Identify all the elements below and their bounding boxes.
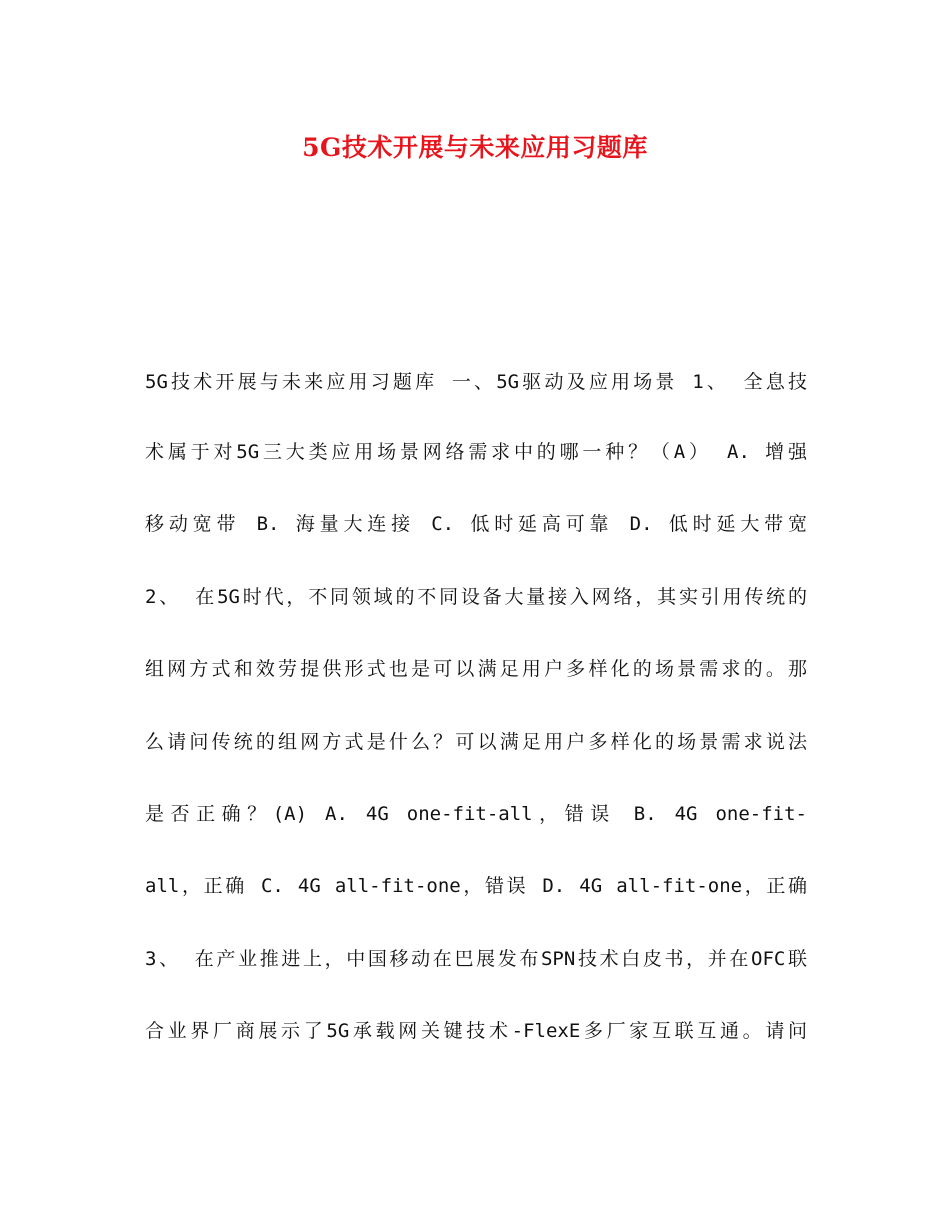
body-line-4: 2、 在5G时代，不同领域的不同设备大量接入网络，其实引用传统的 <box>145 586 807 608</box>
body-line-8: all，正确 C. 4G all-fit-one，错误 D. 4G all-fit-one，正确 <box>145 875 807 897</box>
body-line-9: 3、 在产业推进上，中国移动在巴展发布SPN技术白皮书，并在OFC联 <box>145 948 807 970</box>
body-line-6: 么请问传统的组网方式是什么？可以满足用户多样化的场景需求说法 <box>145 731 807 753</box>
body-line-7: 是否正确？(A) A. 4G one-fit-all，错误 B. 4G one-fit- <box>145 803 807 825</box>
body-line-5: 组网方式和效劳提供形式也是可以满足用户多样化的场景需求的。那 <box>145 658 807 680</box>
document-title: 5G技术开展与未来应用习题库 <box>302 133 648 162</box>
body-line-1: 5G技术开展与未来应用习题库 一、5G驱动及应用场景 1、 全息技 <box>145 371 807 393</box>
body-line-10: 合业界厂商展示了5G承载网关键技术-FlexE多厂家互联互通。请问 <box>145 1020 807 1042</box>
body-line-3: 移动宽带 B. 海量大连接 C. 低时延高可靠 D. 低时延大带宽 <box>145 513 807 535</box>
body-line-2: 术属于对5G三大类应用场景网络需求中的哪一种？（A） A. 增强 <box>145 441 807 463</box>
